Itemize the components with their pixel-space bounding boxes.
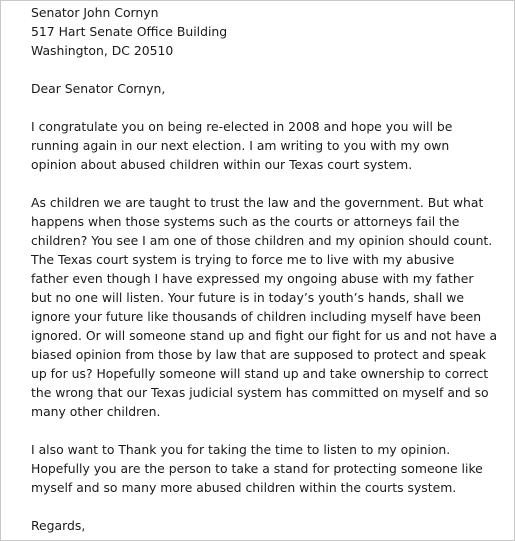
paragraph-3: [31, 440, 509, 497]
paragraph-line: opinion about abused children within our Texas court system.: [31, 157, 413, 172]
paragraph-line: ignored. Or will someone stand up and fight our fight for us and not have a: [31, 328, 498, 343]
paragraph-1: [31, 117, 509, 174]
paragraph-line: happens when those systems such as the courts or attorneys fail the: [31, 214, 460, 229]
recipient-name: Senator John Cornyn: [31, 5, 159, 20]
paragraph-line: but no one will listen. Your future is in today’s youth’s hands, shall we: [31, 290, 464, 305]
salutation: Dear Senator Cornyn,: [31, 81, 166, 96]
paragraph-line: children? You see I am one of those children and my opinion should count.: [31, 233, 493, 248]
paragraph-line: ignore your future like thousands of children including myself have been: [31, 309, 482, 324]
paragraph-line: The Texas court system is trying to force me to live with my abusive: [31, 252, 455, 267]
paragraph-line: many other children.: [31, 404, 161, 419]
recipient-address: [31, 3, 509, 60]
paragraph-line: I congratulate you on being re-elected in 2008 and hope you will be: [31, 119, 453, 134]
recipient-street: 517 Hart Senate Office Building: [31, 24, 228, 39]
paragraph-2: [31, 193, 509, 421]
paragraph-line: running again in our next election. I am writing to you with my own: [31, 138, 450, 153]
paragraph-line: biased opinion from those by law that are supposed to protect and speak: [31, 347, 486, 362]
paragraph-line: up for us? Hopefully someone will stand up and take ownership to correct: [31, 366, 489, 381]
paragraph-line: father even though I have expressed my ongoing abuse with my father: [31, 271, 474, 286]
paragraph-line: As children we are taught to trust the law and the government. But what: [31, 195, 484, 210]
paragraph-line: myself and so many more abused children within the courts system.: [31, 480, 457, 495]
paragraph-line: Hopefully you are the person to take a stand for protecting someone like: [31, 461, 483, 476]
recipient-city: Washington, DC 20510: [31, 43, 174, 58]
paragraph-line: I also want to Thank you for taking the time to listen to my opinion.: [31, 442, 451, 457]
paragraph-line: the wrong that our Texas judicial system has committed on myself and so: [31, 385, 489, 400]
letter-body: [31, 3, 509, 535]
closing: Regards,: [31, 518, 86, 533]
